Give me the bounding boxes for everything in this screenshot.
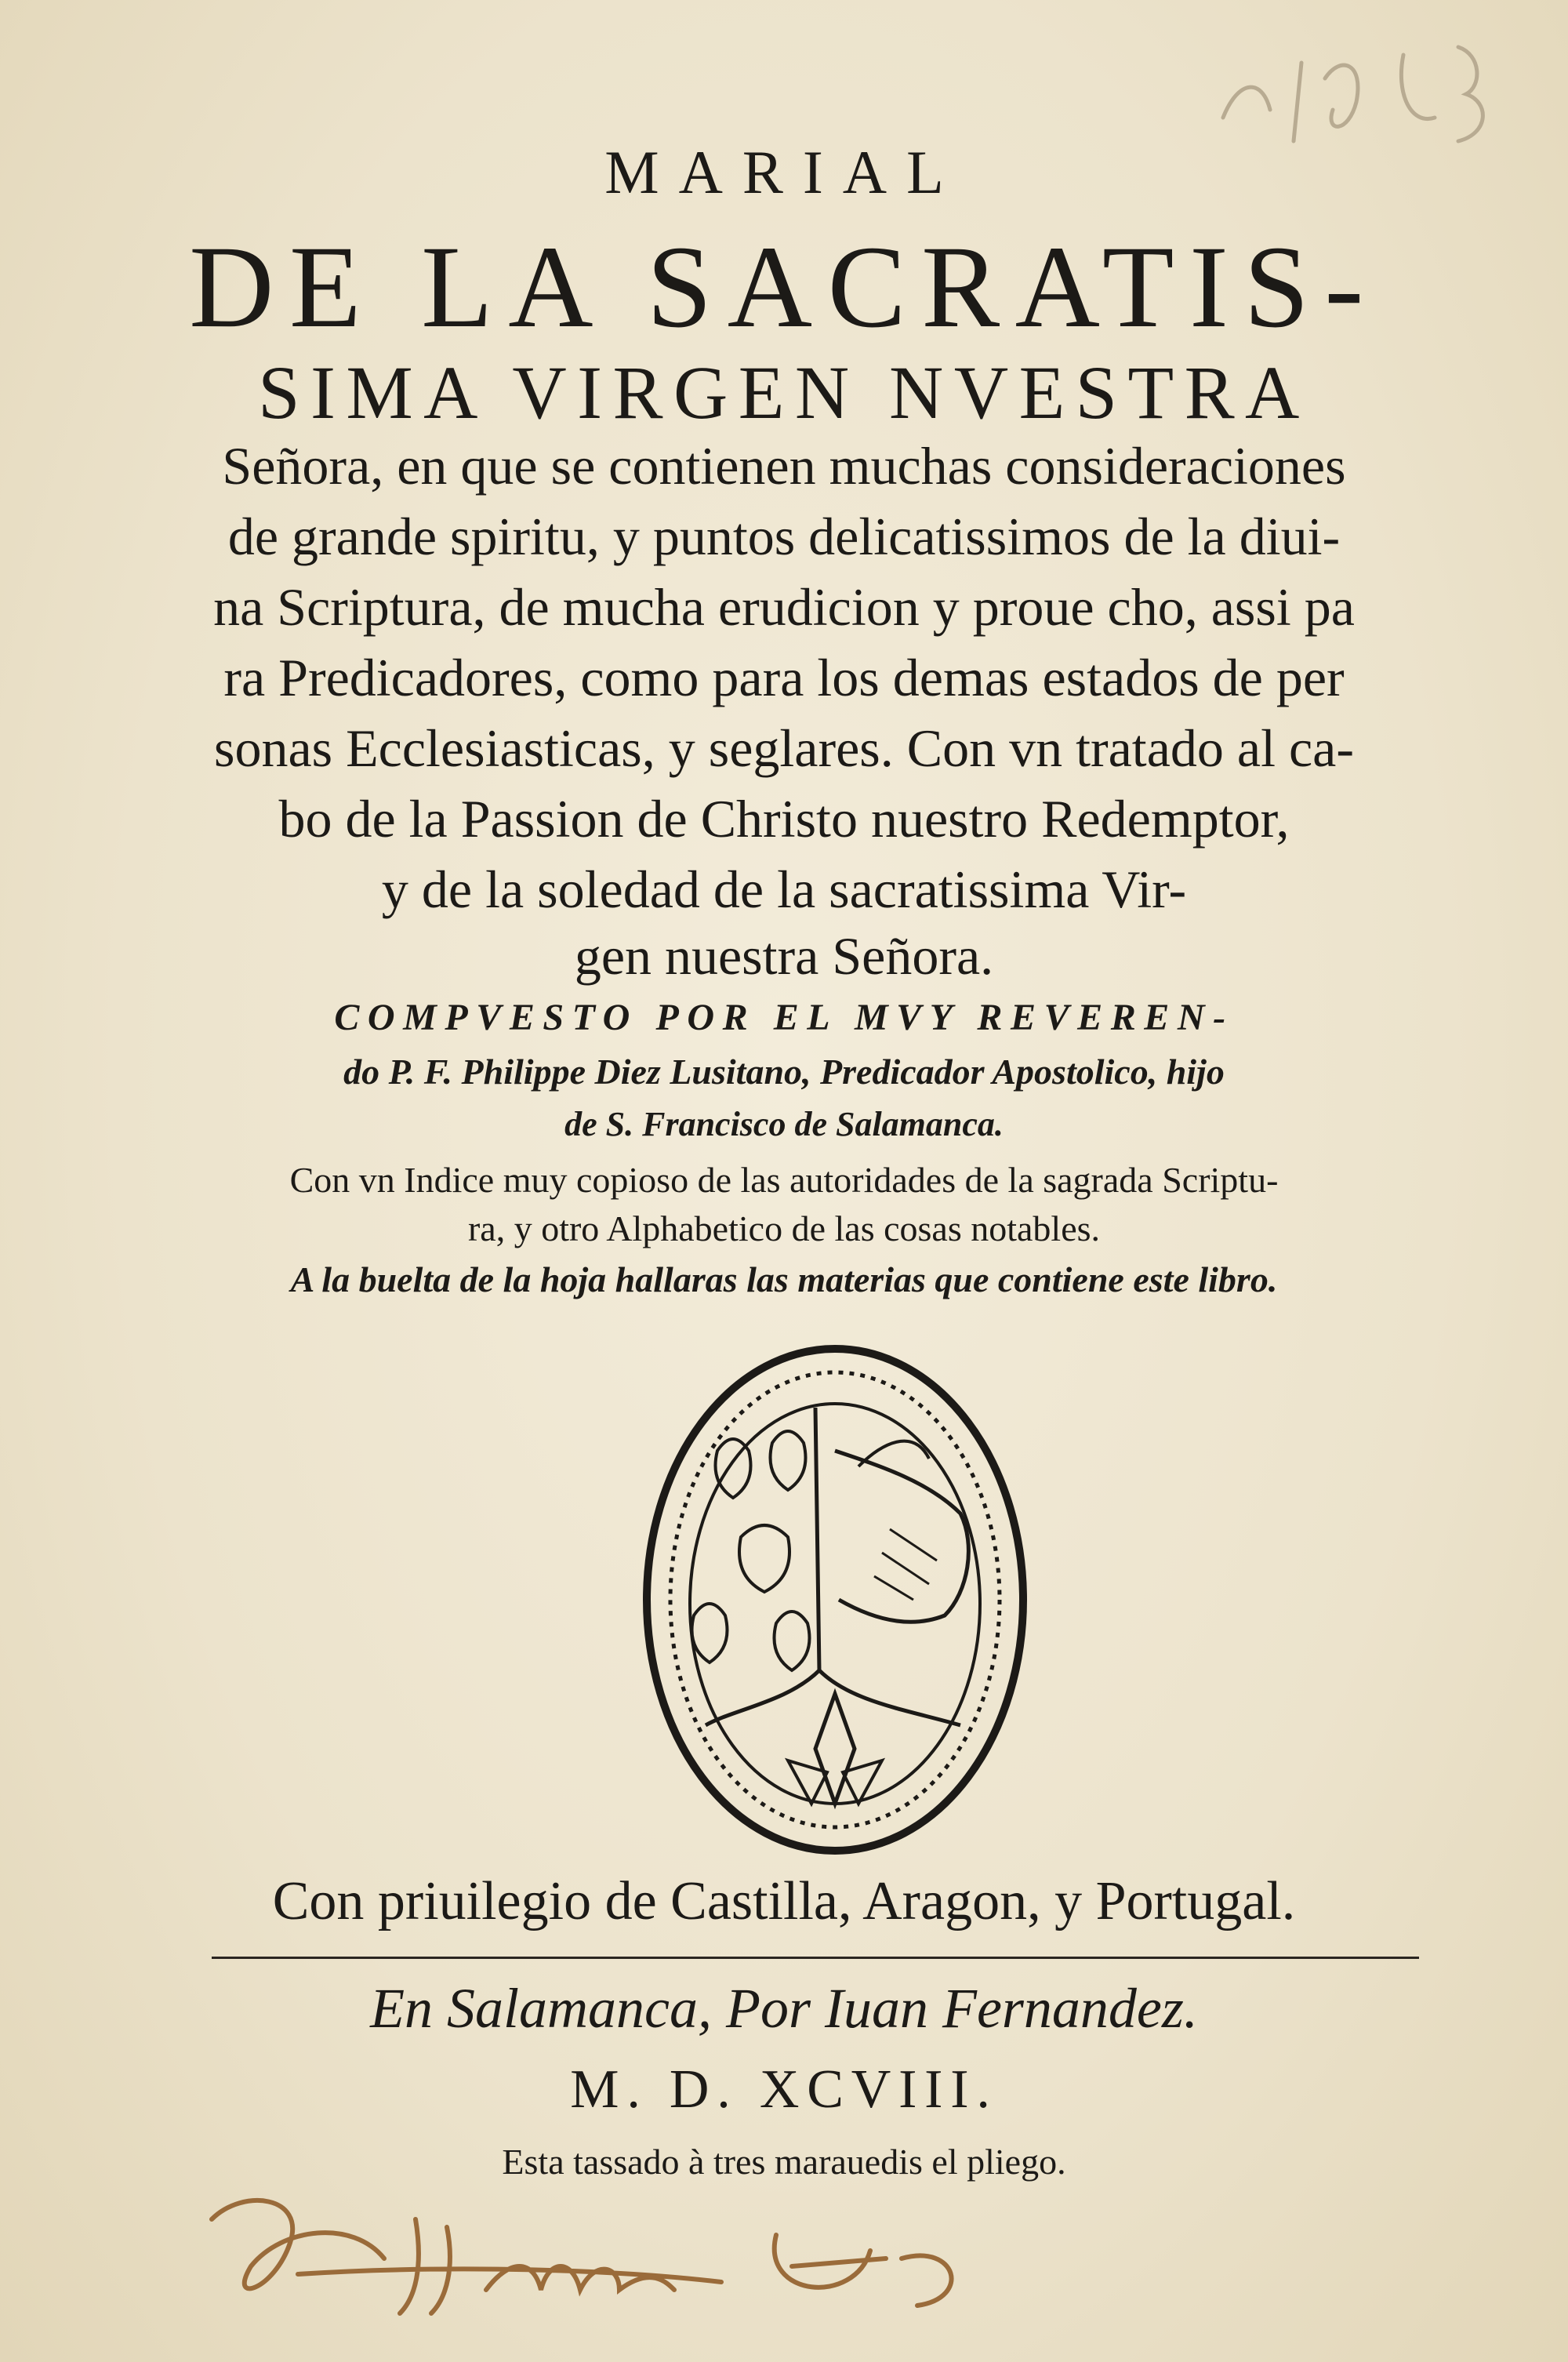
description-line: bo de la Passion de Christo nuestro Redemptor, [278, 789, 1290, 849]
signature-icon [180, 2172, 1004, 2345]
printer-device-icon [631, 1333, 1039, 1866]
year-line: M. D. XCVIII. [570, 2059, 998, 2120]
price-line: Esta tassado à tres marauedis el pliego. [502, 2142, 1066, 2182]
imprint-line: En Salamanca, Por Iuan Fernandez. [370, 1977, 1198, 2040]
description-line: y de la soledad de la sacratissima Vir- [381, 859, 1187, 919]
description-line: na Scriptura, de mucha erudicion y proue cho, assi pa [213, 577, 1355, 637]
author-line: COMPVESTO POR EL MVY REVEREN- [334, 997, 1234, 1038]
description-line: sonas Ecclesiasticas, y seglares. Con vn tratado al ca- [214, 718, 1354, 778]
author-line: de S. Francisco de Salamanca. [564, 1105, 1004, 1143]
author-line: do P. F. Philippe Diez Lusitano, Predicador Apostolico, hijo [343, 1052, 1225, 1092]
privilege-line: Con priuilegio de Castilla, Aragon, y Portugal. [272, 1871, 1296, 1931]
title-line-sub: SIMA VIRGEN NVESTRA [258, 351, 1310, 434]
title-line-main: DE LA SACRATIS- [189, 222, 1379, 352]
description-line: Señora, en que se contienen muchas consideraciones [222, 436, 1346, 496]
description-line: ra Predicadores, como para los demas estados de per [223, 648, 1345, 707]
index-line: Con vn Indice muy copioso de las autoridades de la sagrada Scriptu- [289, 1160, 1279, 1200]
title-line-marial: MARIAL [604, 138, 964, 206]
contents-note: A la buelta de la hoja hallaras las materias que contiene este libro. [290, 1259, 1278, 1299]
description-line: de grande spiritu, y puntos delicatissimos de la diui- [227, 507, 1341, 566]
description-line: gen nuestra Señora. [574, 926, 994, 986]
index-line: ra, y otro Alphabetico de las cosas notables. [467, 1208, 1101, 1248]
divider-rule [212, 1957, 1419, 1959]
